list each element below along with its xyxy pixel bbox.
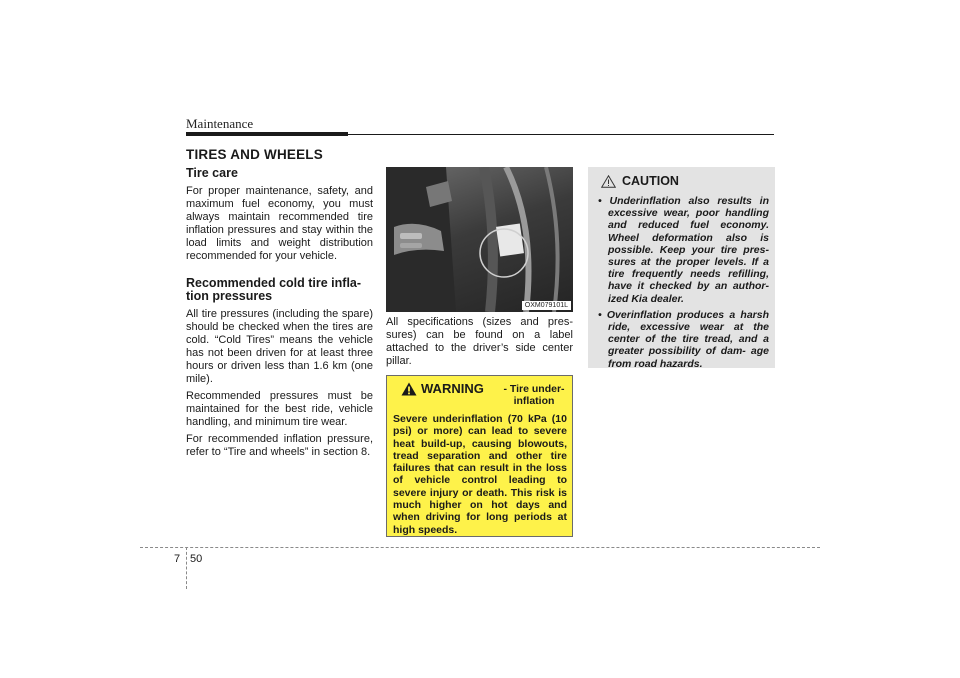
caution-box	[588, 167, 775, 368]
door-pillar-illustration	[386, 167, 573, 312]
header-rule-thin	[348, 134, 774, 135]
specifications-text: All specifications (sizes and pres- sures) can be found on a label attached to the driver’s side center pillar.	[386, 316, 573, 367]
warning-body: Severe underinflation (70 kPa (10 psi) or more) can lead to severe heat build-up, causing blowouts, tread separation and other tire failures that can result in the loss of vehicle control leading to severe injury or death. This risk is much higher on hot days and when driving for long periods at high speeds.	[393, 413, 567, 536]
cold-pressure-heading: Recommended cold tire infla- tion pressures	[186, 275, 362, 303]
tire-care-body: For proper maintenance, safety, and maximum fuel economy, you must always maintain recommended tire inflation pressures and stay within the load limits and weight distribution recommended for your vehicle.	[186, 184, 373, 262]
tire-care-heading: Tire care	[186, 166, 238, 180]
cold-pressure-paragraph-1: All tire pressures (including the spare) should be checked when the tires are cold. “Cold Tires” means the vehicle has not been driven for at least three hours or driven less than 1.6 km (one mile).	[186, 307, 373, 385]
footer-vertical-divider	[186, 547, 187, 589]
cold-pressure-paragraph-2: Recommended pressures must be maintained for the best ride, vehicle handling, and minimum tire wear.	[186, 389, 373, 428]
warning-header	[393, 380, 567, 407]
warning-subtitle: - Tire under- inflation	[503, 383, 565, 407]
warning-title: WARNING	[421, 381, 484, 396]
middle-column	[386, 167, 573, 368]
caution-icon	[601, 175, 616, 188]
header-rule-thick	[186, 132, 348, 136]
caution-item: • Overinflation produces a harsh ride, excessive wear at the center of the tire tread, and a greater possibility of dam- age from road hazards.	[598, 308, 769, 370]
caution-item: • Underinflation also results in excessive wear, poor handling and reduced fuel economy. Wheel deformation also is possible. Keep your tire pres- sures at the proper levels. If a tire frequently needs refilling, have it checked by an author- ized Kia dealer.	[598, 195, 769, 305]
warning-box	[386, 375, 573, 537]
page-number: 50	[190, 553, 203, 565]
photo-code: OXM079101L	[522, 301, 571, 310]
caution-header	[596, 173, 769, 191]
header-title: Maintenance	[186, 116, 254, 131]
footer-divider	[140, 547, 820, 548]
warning-icon	[401, 382, 417, 396]
chapter-number: 7	[174, 553, 181, 565]
cold-pressure-paragraph-3: For recommended inflation pressure, refer to “Tire and wheels” in section 8.	[186, 432, 373, 458]
door-pillar-photo	[386, 167, 573, 312]
caution-title: CAUTION	[622, 174, 679, 188]
section-title: TIRES AND WHEELS	[186, 147, 323, 162]
left-column	[186, 167, 373, 459]
